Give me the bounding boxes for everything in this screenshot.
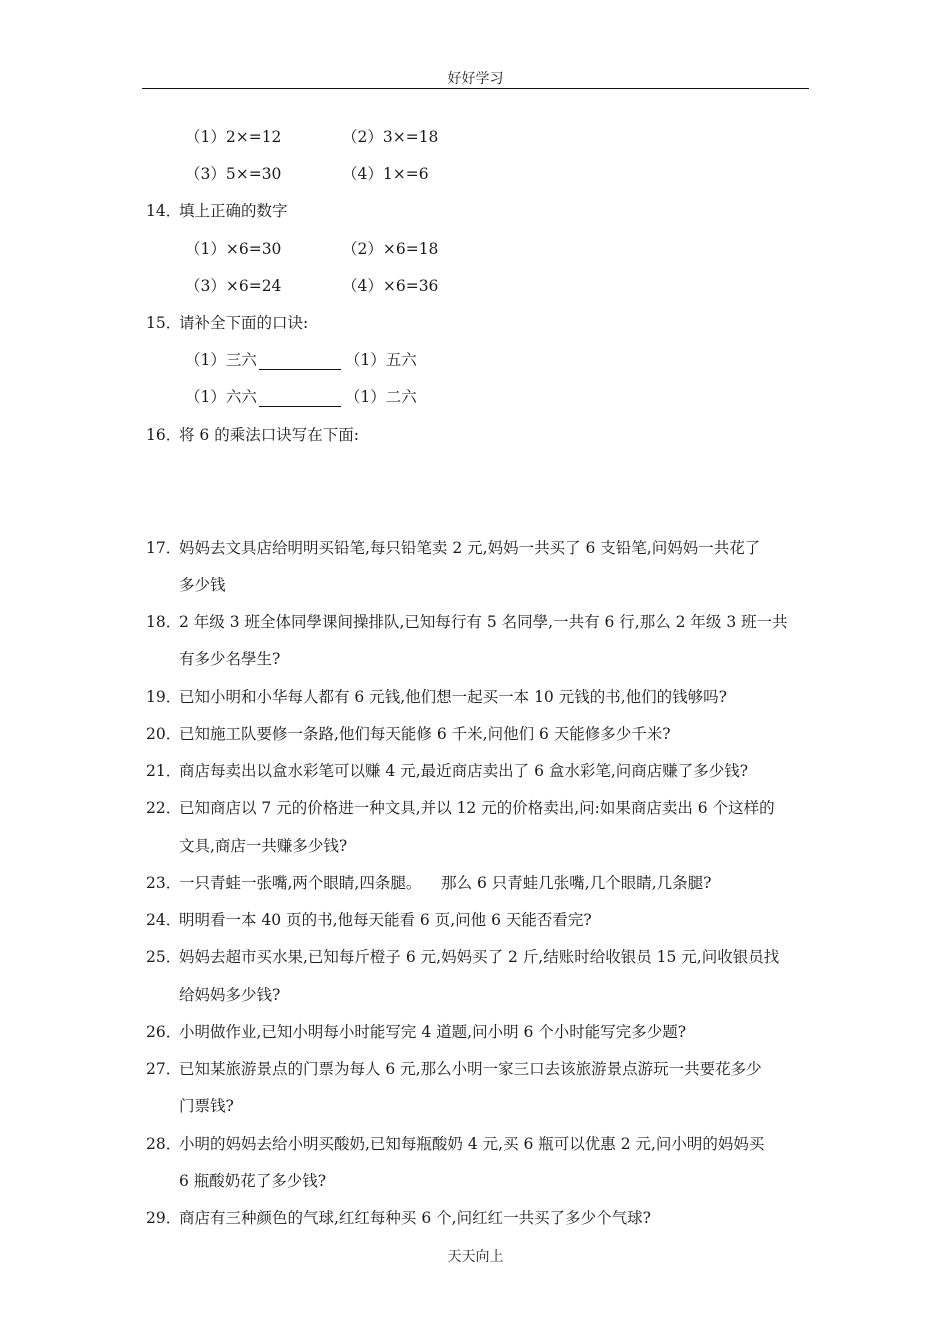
- q13-item-4: （4）1×=6: [342, 165, 429, 183]
- question-27: [146, 1057, 762, 1079]
- q13-item-1: （1）2×=12: [185, 128, 282, 146]
- page-header: 好好学习: [447, 71, 504, 87]
- question-text: 一只青蛙一张嘴,两个眼睛,四条腿。 那么 6 只青蛙几张嘴,几个眼睛,几条腿?: [179, 874, 712, 892]
- question-text: 小明做作业,已知小明每小时能写完 4 道题,问小明 6 个小时能写完多少题?: [179, 1023, 687, 1041]
- q14-item-2: （2）×6=18: [342, 240, 439, 258]
- question-22-cont: 文具,商店一共赚多少钱?: [179, 837, 348, 855]
- question-number: 25．: [146, 948, 182, 966]
- question-28-cont: 6 瓶酸奶花了多少钱?: [179, 1172, 327, 1190]
- question-21: [146, 759, 748, 781]
- question-23: [146, 871, 711, 893]
- answer-blank[interactable]: [259, 353, 341, 370]
- question-number: 24．: [146, 911, 182, 929]
- question-number: 28．: [146, 1135, 182, 1153]
- question-number: 26．: [146, 1023, 182, 1041]
- question-17: [146, 536, 760, 558]
- page-footer: 天天向上: [447, 1249, 504, 1265]
- question-16: [146, 423, 359, 445]
- q14-item-1: （1）×6=30: [185, 240, 282, 258]
- question-25: [146, 945, 779, 967]
- answer-blank[interactable]: [259, 390, 341, 407]
- q15-item-4: （1）二六: [344, 388, 417, 406]
- question-text: 已知施工队要修一条路,他们每天能修 6 千米,问他们 6 天能修多少千米?: [179, 725, 671, 743]
- question-number: 23．: [146, 874, 182, 892]
- question-text: 请补全下面的口诀:: [179, 314, 309, 332]
- question-text: 商店每卖出以盒水彩笔可以赚 4 元,最近商店卖出了 6 盒水彩笔,问商店赚了多少钱?: [179, 762, 749, 780]
- question-number: 21．: [146, 762, 182, 780]
- question-17-cont: 多少钱: [179, 576, 226, 594]
- question-number: 20．: [146, 725, 182, 743]
- question-text: 已知小明和小华每人都有 6 元钱,他们想一起买一本 10 元钱的书,他们的钱够吗?: [179, 688, 727, 706]
- q15-row-2: [185, 385, 417, 407]
- question-22: [146, 796, 775, 818]
- question-text: 小明的妈妈去给小明买酸奶,已知每瓶酸奶 4 元,买 6 瓶可以优惠 2 元,问小明的妈妈买: [179, 1135, 765, 1153]
- question-text: 商店有三种颜色的气球,红红每种买 6 个,问红红一共买了多少个气球?: [179, 1209, 651, 1227]
- question-text: 2 年级 3 班全体同學课间操排队,已知每行有 5 名同學,一共有 6 行,那么 2 年级 3 班一共: [179, 613, 788, 631]
- question-14: [146, 199, 288, 221]
- q15-item-1: （1）三六: [185, 351, 257, 369]
- q15-item-2: （1）五六: [344, 351, 417, 369]
- question-19: [146, 685, 727, 707]
- question-text: 妈妈去超市买水果,已知每斤橙子 6 元,妈妈买了 2 斤,结账时给收银员 15 元,问收银员找: [179, 948, 780, 966]
- question-number: 19．: [146, 688, 182, 706]
- question-number: 27．: [146, 1060, 182, 1078]
- q15-item-3: （1）六六: [185, 388, 257, 406]
- question-26: [146, 1020, 686, 1042]
- q13-item-2: （2）3×=18: [342, 128, 439, 146]
- q14-item-3: （3）×6=24: [185, 277, 282, 295]
- question-20: [146, 722, 671, 744]
- question-18: [146, 610, 788, 632]
- question-24: [146, 908, 592, 930]
- question-28: [146, 1132, 764, 1154]
- question-number: 17．: [146, 539, 182, 557]
- question-15: [146, 311, 308, 333]
- q15-row-1: [185, 348, 417, 370]
- question-27-cont: 门票钱?: [179, 1097, 234, 1115]
- question-text: 已知某旅游景点的门票为每人 6 元,那么小明一家三口去该旅游景点游玩一共要花多少: [179, 1060, 762, 1078]
- question-text: 已知商店以 7 元的价格进一种文具,并以 12 元的价格卖出,问:如果商店卖出 6 个这样的: [179, 799, 775, 817]
- question-number: 14．: [146, 202, 182, 220]
- question-25-cont: 给妈妈多少钱?: [179, 986, 281, 1004]
- q13-item-3: （3）5×=30: [185, 165, 282, 183]
- question-number: 16．: [146, 426, 182, 444]
- question-number: 18．: [146, 613, 182, 631]
- question-text: 妈妈去文具店给明明买铅笔,每只铅笔卖 2 元,妈妈一共买了 6 支铅笔,问妈妈一共花了: [179, 539, 761, 557]
- question-number: 29．: [146, 1209, 182, 1227]
- header-rule: [142, 88, 809, 89]
- question-number: 22．: [146, 799, 182, 817]
- question-18-cont: 有多少名學生?: [179, 650, 281, 668]
- q14-item-4: （4）×6=36: [342, 277, 439, 295]
- question-29: [146, 1206, 651, 1228]
- question-text: 将 6 的乘法口诀写在下面:: [179, 426, 359, 444]
- question-number: 15．: [146, 314, 182, 332]
- question-text: 明明看一本 40 页的书,他每天能看 6 页,问他 6 天能否看完?: [179, 911, 592, 929]
- question-text: 填上正确的数字: [179, 202, 288, 220]
